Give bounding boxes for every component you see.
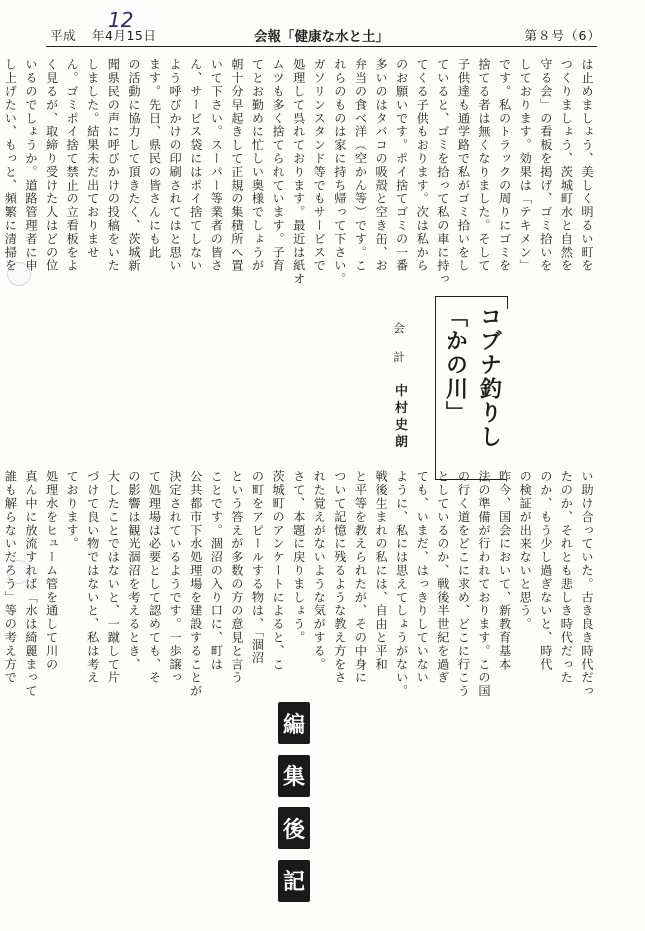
text-column: の影響は観光涸沼を考えるとき、 <box>126 470 141 671</box>
editor-note-char: 後 <box>278 807 310 849</box>
lower-text-block <box>3 470 597 910</box>
text-column: 決定されているようです。一歩譲っ <box>168 470 183 685</box>
text-column: さて、本題に戻りましょう。 <box>291 470 306 645</box>
text-column: いて下さい。スーパー等業者の皆さ <box>209 58 224 273</box>
text-column: 多いのはタバコの吸殻と空き缶、お <box>374 58 389 273</box>
text-column: の検証が出来ないと思う。 <box>518 470 533 631</box>
author-name: 中村史朗 <box>392 383 407 452</box>
text-column: しております。効果は「テキメン」 <box>518 58 533 273</box>
text-column: ん、サービス袋にはポイ捨てしない <box>188 58 203 273</box>
text-column: 処理して呉れております。最近は紙オ <box>291 58 306 286</box>
text-column: ことです。涸沼の入り口に、町は <box>209 470 224 671</box>
title-box-corner <box>495 296 508 309</box>
text-column: 法の準備が行われております。この国 <box>477 470 492 698</box>
header-rule <box>46 46 597 47</box>
editor-note-char: 集 <box>278 755 310 797</box>
text-column: ついて記憶に残るような教え方をさ <box>332 470 347 685</box>
text-column: ます。先日、県民の皆さんにも此 <box>147 58 162 259</box>
text-column: し上げたい、もっと、頻繁に清掃を <box>3 58 18 273</box>
text-column: です。私のトラックの周りにゴミを <box>497 58 512 273</box>
text-column: 捨てる者は無くなりました。そして <box>477 58 492 273</box>
text-column: 弁当の食べ洋（空かん等）です。こ <box>353 58 368 273</box>
article-title-box <box>435 296 507 480</box>
text-column: のか、もう少し過ぎないと、時代 <box>538 470 553 671</box>
page-header <box>40 8 603 45</box>
newsletter-title: 会報「健康な水と土」 <box>254 29 389 45</box>
text-column: 昨今、国会において、新教育基本 <box>497 470 512 671</box>
text-column: 大したことではないと、一蹴して片 <box>106 470 121 685</box>
editor-note-char: 記 <box>278 860 310 902</box>
text-column: ガソリンスタンド等でもサービスで <box>312 58 327 273</box>
text-column: と平等を教えられたが、その中身に <box>353 470 368 685</box>
text-column: 子供達も通学路で私がゴミ拾いをし <box>456 58 471 273</box>
text-column: 処理水をヒューム管を通して川の <box>44 470 59 671</box>
text-column: の町をアピールする物は、「涸沼 <box>250 470 265 665</box>
article-title-line1: コブナ釣りし <box>476 305 502 449</box>
text-column: ていると、ゴミを拾って私の車に持っ <box>435 58 450 286</box>
text-column: しました。結果未だ出ておりませ <box>85 58 100 259</box>
upper-text-block <box>3 58 597 451</box>
article-title-line2: 「かの川」 <box>442 305 468 425</box>
issue-date: 平成 年4月15日 <box>50 28 157 43</box>
text-column: 誰も解らないだろう」等の考え方で <box>3 470 18 685</box>
text-column: ムツも多く捨てられています。子育 <box>271 58 286 273</box>
text-column: の活動に協力して頂きたく、茨城新 <box>126 58 141 273</box>
editor-note-label <box>276 702 312 902</box>
text-column: つくりましょう、茨城町水と自然を <box>559 58 574 273</box>
text-column: ております。 <box>65 470 80 551</box>
article-author <box>387 322 409 472</box>
text-column: てとお勤めに忙しい奥様でしょうが <box>250 58 265 273</box>
text-column: れた覚えがないような気がする。 <box>312 470 327 671</box>
text-column: という答えが多数の方の意見と言う <box>229 470 244 685</box>
text-column: のお願いです。ポイ捨てゴミの一番 <box>394 58 409 273</box>
text-column: 真ん中に放流すれば「水は綺麗まって <box>23 470 38 698</box>
text-column: ん。ゴミポイ捨て禁止の立看板をよ <box>65 58 80 273</box>
text-column: たのか、それとも悲しき時代だった <box>559 470 574 685</box>
text-column: としているのか、戦後半世紀を過ぎ <box>435 470 450 685</box>
text-column: て処理場は必要として認めても、そ <box>147 470 162 685</box>
text-column: の行く道をどこに求め、どこに行こう <box>456 470 471 698</box>
text-column: い助け合っていた。古き良き時代だっ <box>580 470 594 698</box>
issue-number: 第８号（6） <box>524 28 601 43</box>
text-column: れらのものは家に持ち帰って下さい。 <box>332 58 347 286</box>
text-column: 朝十分早起きして正規の集積所へ置 <box>229 58 244 273</box>
text-column: よう呼びかけの印刷されてはと思い <box>168 58 183 273</box>
text-column: 守る会」の看板を掲げ、ゴミ拾いを <box>538 58 553 273</box>
text-column: ても、いまだ、はっきりしていない <box>415 470 430 685</box>
text-column: ように、私には思えてしょうがない。 <box>394 470 409 698</box>
text-column: いるのでしょうか。道路管理者に申 <box>23 58 38 273</box>
text-column: く見るが、取締り受けた人はどの位 <box>44 58 59 273</box>
text-column: 戦後生まれの私には、自由と平和 <box>374 470 389 671</box>
text-column: 聞県民の声に呼びかけの投稿をいた <box>106 58 121 273</box>
text-column: 茨城町のアンケートによると、こ <box>271 470 286 671</box>
author-role: 会 計 <box>392 322 406 366</box>
handwritten-year: 12 <box>108 8 134 32</box>
text-column: は止めましょう、美しく明るい町を <box>580 58 594 273</box>
editor-note-char: 編 <box>278 702 310 744</box>
text-column: てくる子供もおります。次は私から <box>415 58 430 273</box>
text-column: 公共都市下水処理場を建設することが <box>188 470 203 698</box>
text-column: づけて良い物ではないと、私は考え <box>85 470 100 685</box>
